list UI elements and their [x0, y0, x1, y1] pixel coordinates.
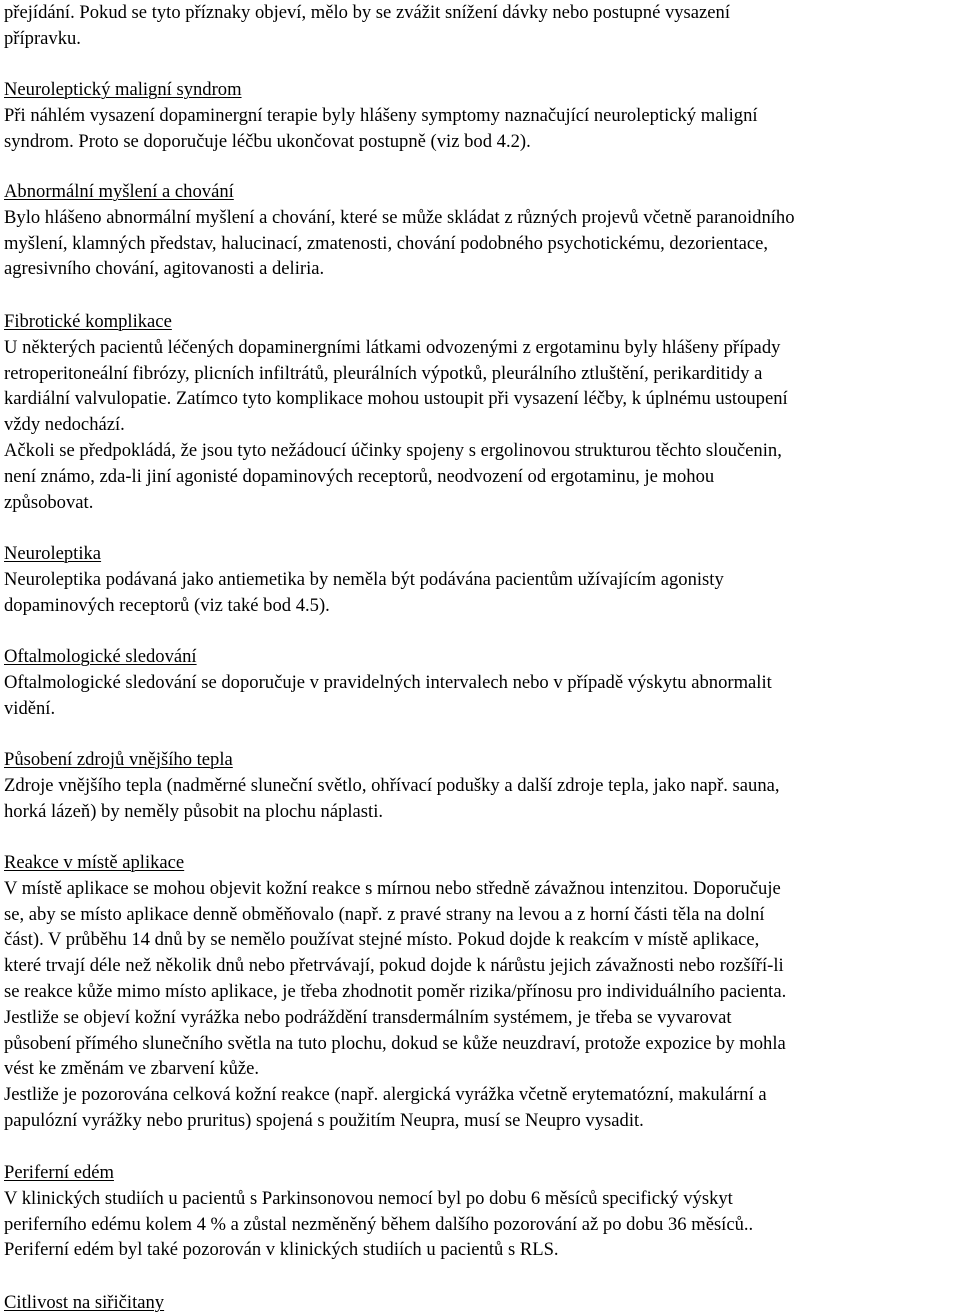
- section-heading: [4, 179, 954, 205]
- body-line: myšlení, klamných představ, halucinací, zmatenosti, chování podobného psychotickému, dezorientace,: [4, 232, 768, 254]
- section-heading: [4, 850, 954, 876]
- body-line: vždy nedochází.: [4, 414, 125, 436]
- body-line: syndrom. Proto se doporučuje léčbu ukončovat postupně (viz bod 4.2).: [4, 130, 531, 152]
- section-heading-text: Neuroleptický maligní syndrom: [4, 79, 242, 100]
- section-heading-text: Reakce v místě aplikace: [4, 852, 185, 873]
- section-fibrotic-complications: [4, 309, 954, 515]
- body-line: Ačkoli se předpokládá, že jsou tyto nežádoucí účinky spojeny s ergolinovou strukturou těchto sloučenin,: [4, 439, 782, 461]
- body-line: U některých pacientů léčených dopaminergními látkami odvozenými z ergotaminu byly hlášeny případy: [4, 336, 781, 358]
- section-heading: [4, 1160, 954, 1186]
- section-heading-text: Oftalmologické sledování: [4, 646, 197, 667]
- body-line: způsobovat.: [4, 491, 94, 513]
- body-line: retroperitoneální fibrózy, plicních infiltrátů, pleurálních výpotků, pleurálního ztluštění, perikarditidy a: [4, 362, 763, 384]
- section-heading-text: Periferní edém: [4, 1162, 114, 1183]
- section-heading-text: Fibrotické komplikace: [4, 311, 172, 332]
- body-line: Periferní edém byl také pozorován v klinických studiích u pacientů s RLS.: [4, 1239, 559, 1261]
- body-line: vidění.: [4, 697, 56, 719]
- body-line: se, aby se místo aplikace denně obměňovalo (např. z pravé strany na levou a z horní části těla na dolní: [4, 903, 765, 925]
- body-line: část). V průběhu 14 dnů by se nemělo používat stejné místo. Pokud dojde k reakcím v místě aplikace,: [4, 929, 760, 951]
- body-line: Při náhlém vysazení dopaminergní terapie byly hlášeny symptomy naznačující neuroleptický maligní: [4, 104, 758, 126]
- section-sulfite-sensitivity: [4, 1290, 954, 1315]
- body-line: není známo, zda-li jiní agonisté dopaminových receptorů, neodvození od ergotaminu, je mohou: [4, 465, 715, 487]
- body-line: Jestliže se objeví kožní vyrážka nebo podráždění transdermálním systémem, je třeba se vyvarovat: [4, 1006, 732, 1028]
- section-heading: [4, 541, 954, 567]
- section-heading: [4, 747, 954, 773]
- section-heading: [4, 644, 954, 670]
- section-peripheral-edema: [4, 1160, 954, 1263]
- body-line: působení přímého slunečního světla na tuto plochu, dokud se kůže neuzdraví, protože expozice by mohla: [4, 1032, 786, 1054]
- body-line: Neuroleptika podávaná jako antiemetika by neměla být podávána pacientům užívajícím agonisty: [4, 568, 724, 590]
- body-line: Zdroje vnějšího tepla (nadměrné sluneční světlo, ohřívací podušky a další zdroje tepla, jako např. sauna,: [4, 774, 780, 796]
- section-ophthalmologic-monitoring: [4, 644, 954, 721]
- body-line: periferního edému kolem 4 % a zůstal nezměněný během dalšího pozorování až po dobu 36 měsíců..: [4, 1213, 754, 1235]
- intro-line: přejídání. Pokud se tyto příznaky objeví, mělo by se zvážit snížení dávky nebo postupné vysazení: [4, 2, 731, 23]
- section-heading: [4, 1290, 954, 1315]
- section-heading: [4, 309, 954, 335]
- section-application-site-reactions: [4, 850, 954, 1134]
- body-line: kardiální valvulopatie. Zatímco tyto komplikace mohou ustoupit při vysazení léčby, k úplnému ustoupení: [4, 388, 788, 410]
- body-line: agresivního chování, agitovanosti a deliria.: [4, 258, 325, 280]
- section-heading-text: Neuroleptika: [4, 543, 102, 564]
- section-heading: [4, 77, 954, 103]
- section-abnormal-thinking: [4, 179, 954, 282]
- section-neuroleptic-malignant-syndrome: [4, 77, 954, 154]
- section-neuroleptics: [4, 541, 954, 618]
- intro-line: přípravku.: [4, 27, 81, 49]
- body-line: které trvají déle než několik dnů nebo přetrvávají, pokud dojde k nárůstu jejich závažnosti nebo rozšíří-li: [4, 955, 784, 977]
- body-line: papulózní vyrážky nebo pruritus) spojená s použitím Neupra, musí se Neupro vysadit.: [4, 1109, 644, 1131]
- intro-paragraph: [4, 0, 954, 52]
- body-line: horká lázeň) by neměly působit na plochu náplasti.: [4, 800, 384, 822]
- body-line: dopaminových receptorů (viz také bod 4.5).: [4, 594, 330, 616]
- body-line: Bylo hlášeno abnormální myšlení a chování, které se může skládat z různých projevů včetně paranoidního: [4, 206, 795, 228]
- section-heading-text: Působení zdrojů vnějšího tepla: [4, 749, 233, 770]
- body-line: V klinických studiích u pacientů s Parkinsonovou nemocí byl po dobu 6 měsíců specifický výskyt: [4, 1187, 733, 1209]
- section-external-heat: [4, 747, 954, 824]
- body-line: se reakce kůže mimo místo aplikace, je třeba zhodnotit poměr rizika/přínosu pro individuálního pacienta.: [4, 980, 787, 1002]
- body-line: Jestliže je pozorována celková kožní reakce (např. alergická vyrážka včetně erytematózní, makulární a: [4, 1084, 767, 1106]
- section-heading-text: Abnormální myšlení a chování: [4, 181, 234, 202]
- body-line: Oftalmologické sledování se doporučuje v pravidelných intervalech nebo v případě výskytu abnormalit: [4, 671, 772, 693]
- body-line: V místě aplikace se mohou objevit kožní reakce s mírnou nebo středně závažnou intenzitou. Doporučuje: [4, 877, 781, 899]
- body-line: vést ke změnám ve zbarvení kůže.: [4, 1058, 260, 1080]
- section-heading-text: Citlivost na siřičitany: [4, 1292, 165, 1313]
